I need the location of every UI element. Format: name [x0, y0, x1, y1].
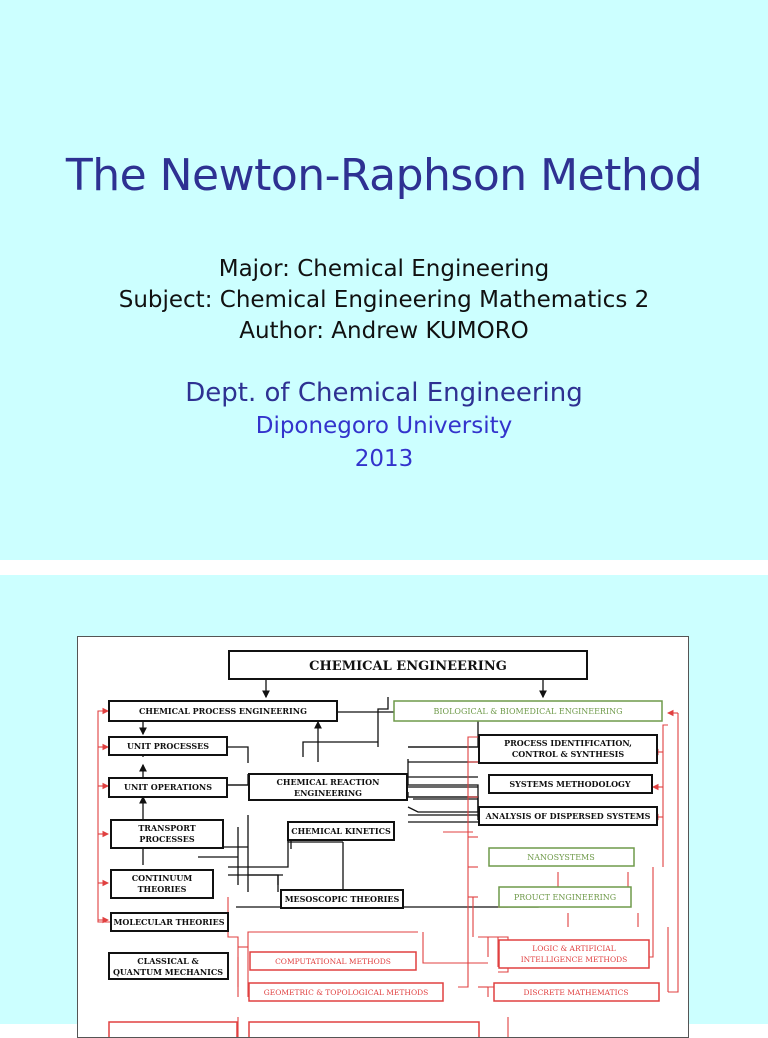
node-geometric-methods: [249, 983, 443, 1001]
node-chemical-reaction-engineering: [249, 774, 407, 800]
mesoscopic-label: MESOSCOPIC THEORIES: [284, 894, 400, 904]
computational-label: COMPUTATIONAL METHODS: [275, 957, 391, 966]
node-systems-methodology: [489, 775, 652, 793]
unit-processes-label: UNIT PROCESSES: [126, 741, 210, 751]
node-process-identification: [479, 735, 657, 763]
node-continuum-theories: [111, 870, 213, 898]
department-name: Dept. of Chemical Engineering: [185, 378, 583, 408]
logic-label-2: INTELLIGENCE METHODS: [520, 955, 628, 964]
unit-operations-label: UNIT OPERATIONS: [123, 782, 213, 792]
node-root: [229, 651, 587, 679]
cre-label-1: CHEMICAL REACTION: [276, 777, 380, 787]
classical-label-2: QUANTUM MECHANICS: [112, 967, 224, 977]
process-id-label-2: CONTROL & SYNTHESIS: [511, 749, 625, 759]
node-product-engineering: [499, 887, 631, 907]
node-chemical-process-engineering: [109, 701, 337, 721]
node-unit-operations: [109, 778, 227, 797]
cpe-label: CHEMICAL PROCESS ENGINEERING: [139, 706, 307, 716]
university-name: Diponegoro University: [255, 413, 513, 439]
root-label: CHEMICAL ENGINEERING: [309, 659, 507, 674]
node-nanosystems: [489, 848, 634, 866]
year-label: 2013: [354, 446, 414, 472]
node-transport-processes: [111, 820, 223, 848]
node-molecular-theories: [111, 913, 228, 931]
node-classical-quantum: [109, 953, 228, 979]
transport-label-1: TRANSPORT: [138, 823, 196, 833]
nano-label: NANOSYSTEMS: [527, 853, 595, 862]
geometric-label: GEOMETRIC & TOPOLOGICAL METHODS: [263, 988, 429, 997]
transport-label-2: PROCESSES: [139, 834, 195, 844]
dispersed-label: ANALYSIS OF DISPERSED SYSTEMS: [485, 811, 651, 821]
continuum-label-2: THEORIES: [137, 884, 187, 894]
node-logic-ai: [499, 940, 649, 968]
node-discrete-mathematics: [494, 983, 659, 1001]
node-computational-methods: [250, 952, 416, 970]
node-bottom-left-partial: [109, 1022, 237, 1037]
node-analysis-dispersed: [479, 807, 657, 825]
node-unit-processes: [109, 737, 227, 755]
diagram-svg: [78, 637, 688, 1037]
molecular-label: MOLECULAR THEORIES: [113, 917, 225, 927]
diagram-slide: [0, 575, 768, 1024]
kinetics-label: CHEMICAL KINETICS: [291, 826, 391, 836]
classical-label-1: CLASSICAL &: [137, 956, 199, 966]
node-biological-engineering: [394, 701, 662, 721]
systems-label: SYSTEMS METHODOLOGY: [509, 779, 631, 789]
node-bottom-middle-partial: [249, 1022, 479, 1037]
cre-label-2: ENGINEERING: [293, 788, 363, 798]
continuum-label-1: CONTINUUM: [131, 873, 193, 883]
node-chemical-kinetics: [288, 822, 394, 840]
chemical-engineering-diagram: [77, 636, 689, 1038]
process-id-label-1: PROCESS IDENTIFICATION,: [504, 738, 632, 748]
slide-title: The Newton-Raphson Method: [65, 150, 703, 201]
subject-line: Subject: Chemical Engineering Mathematics 2: [118, 287, 650, 313]
major-line: Major: Chemical Engineering: [218, 256, 550, 282]
discrete-label: DISCRETE MATHEMATICS: [523, 988, 629, 997]
product-label: PROUCT ENGINEERING: [513, 893, 617, 902]
logic-label-1: LOGIC & ARTIFICIAL: [532, 944, 616, 953]
bio-label: BIOLOGICAL & BIOMEDICAL ENGINEERING: [433, 707, 623, 716]
author-line: Author: Andrew KUMORO: [239, 318, 529, 344]
node-mesoscopic-theories: [281, 890, 403, 908]
